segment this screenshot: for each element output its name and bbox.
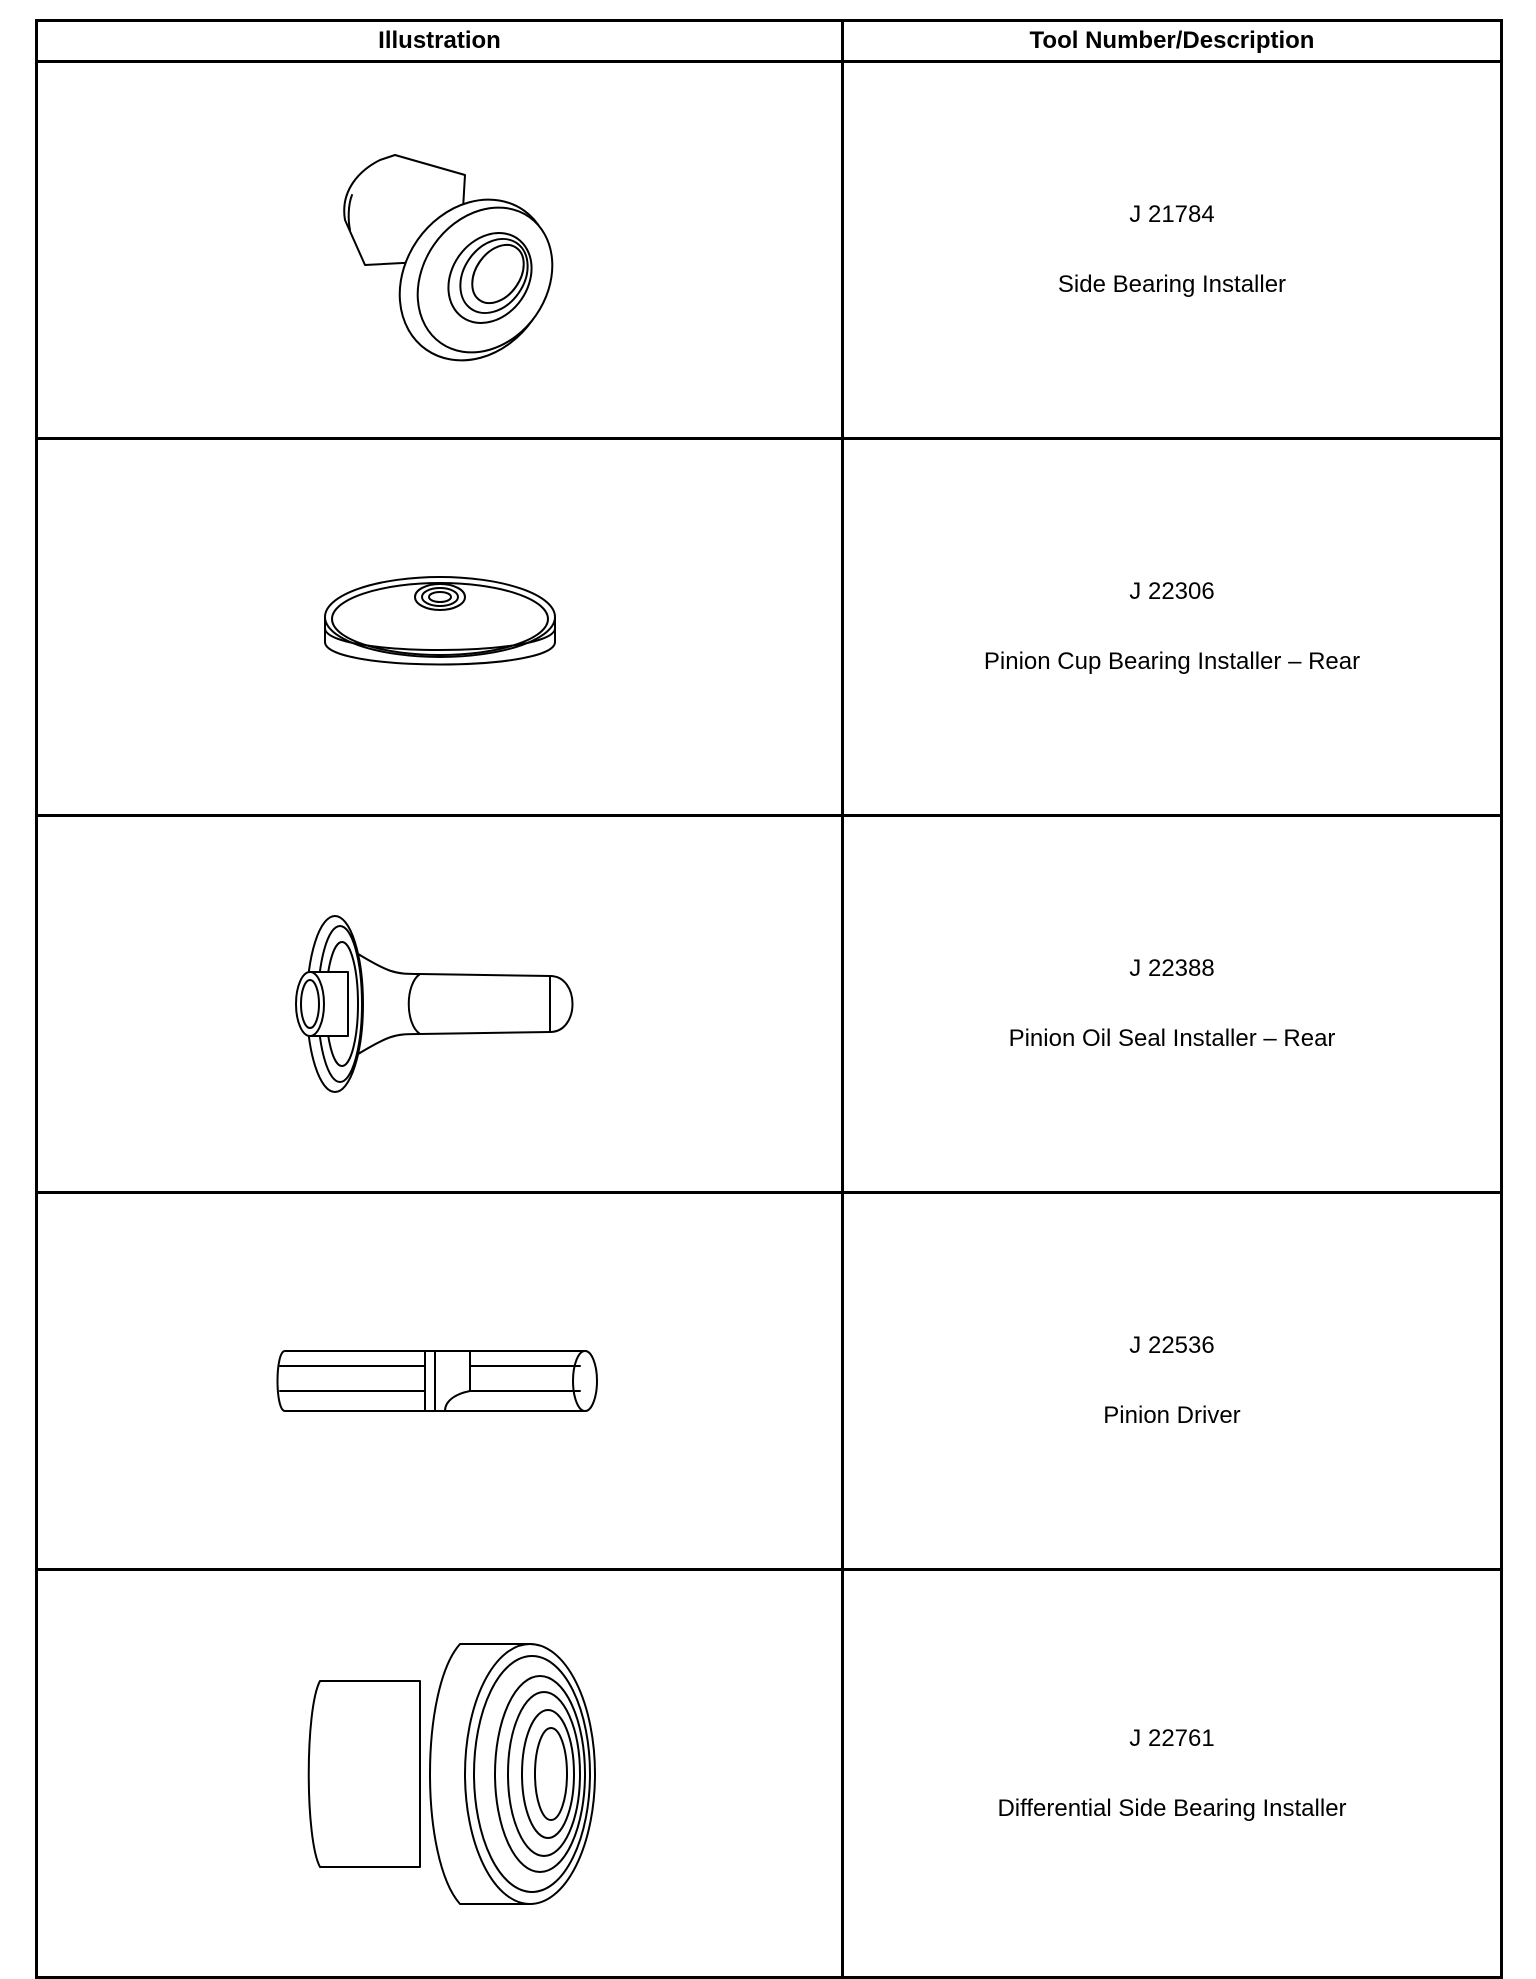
- differential-side-bearing-installer-icon: [270, 1639, 610, 1909]
- tool-number: J 22388: [1129, 955, 1215, 982]
- illustration-cell: [37, 816, 843, 1193]
- description-cell: [843, 62, 1502, 439]
- tool-description: Side Bearing Installer: [1057, 271, 1287, 298]
- table-row: [37, 62, 1502, 439]
- tool-description: Pinion Oil Seal Installer – Rear: [1008, 1025, 1336, 1052]
- tool-number: J 22536: [1129, 1332, 1215, 1359]
- illustration-header: Illustration: [37, 21, 843, 62]
- header-row: [37, 21, 1502, 62]
- side-bearing-installer-icon: [310, 130, 570, 370]
- description-cell: [843, 439, 1502, 816]
- table-row: [37, 439, 1502, 816]
- tool-number: J 21784: [1129, 201, 1215, 228]
- description-cell: [843, 816, 1502, 1193]
- tool-description: Differential Side Bearing Installer: [997, 1794, 1347, 1822]
- table-row: [37, 1193, 1502, 1570]
- pinion-oil-seal-installer-icon: [280, 904, 600, 1104]
- pinion-driver-icon: [270, 1336, 610, 1426]
- description-cell: [843, 1193, 1502, 1570]
- table-row: [37, 816, 1502, 1193]
- tool-description-header: Tool Number/Description: [843, 21, 1502, 62]
- illustration-cell: [37, 1193, 843, 1570]
- tool-description: Pinion Driver: [1103, 1402, 1241, 1429]
- table-row: [37, 1570, 1502, 1978]
- special-tools-table: [35, 19, 1503, 1979]
- description-cell: [843, 1570, 1502, 1978]
- illustration-cell: [37, 439, 843, 816]
- pinion-cup-bearing-installer-icon: [310, 557, 570, 697]
- tool-number: J 22761: [1129, 1724, 1215, 1752]
- illustration-cell: [37, 62, 843, 439]
- tool-number: J 22306: [1129, 578, 1215, 605]
- illustration-cell: [37, 1570, 843, 1978]
- tool-description: Pinion Cup Bearing Installer – Rear: [983, 648, 1361, 675]
